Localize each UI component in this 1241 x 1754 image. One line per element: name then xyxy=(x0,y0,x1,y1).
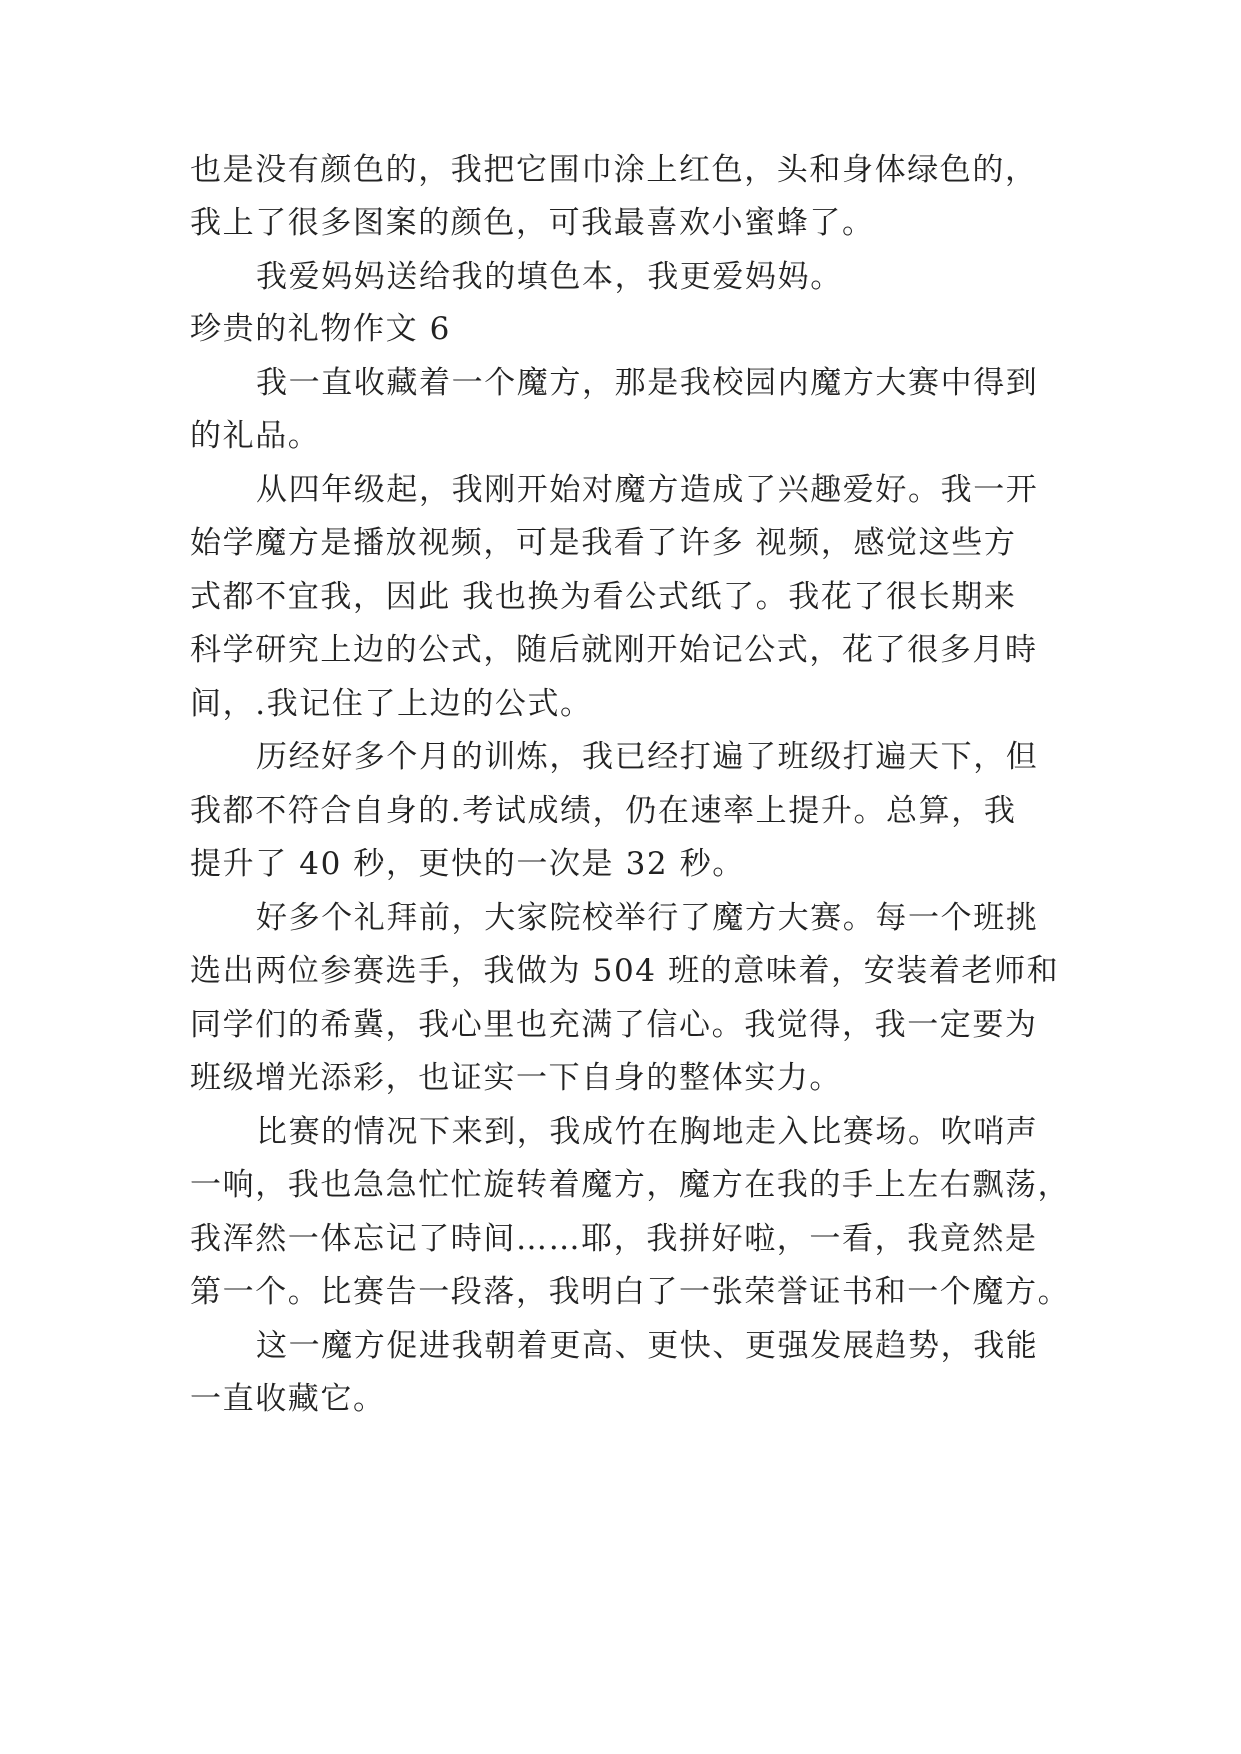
text-line: 从四年级起，我刚开始对魔方造成了兴趣爱好。我一开 xyxy=(256,472,1039,508)
text-line: 班级增光添彩，也证实一下自身的整体实力。 xyxy=(190,1060,842,1096)
section-heading: 珍贵的礼物作文 6 xyxy=(190,311,451,347)
text-line: 我都不符合自身的.考试成绩，仍在速率上提升。总算，我 xyxy=(190,793,1017,829)
text-line: 一响，我也急急忙忙旋转着魔方，魔方在我的手上左右飘荡， xyxy=(190,1167,1071,1203)
text-line: 的礼品。 xyxy=(190,418,321,454)
text-line: 间，.我记住了上边的公式。 xyxy=(190,686,593,722)
text-line: 也是没有颜色的，我把它围巾涂上红色，头和身体绿色的， xyxy=(190,152,1038,188)
text-line: 好多个礼拜前，大家院校举行了魔方大赛。每一个班挑 xyxy=(256,900,1039,936)
text-line: 我一直收藏着一个魔方，那是我校园内魔方大赛中得到 xyxy=(256,365,1039,401)
text-line: 一直收藏它。 xyxy=(190,1381,386,1417)
text-line: 提升了 40 秒，更快的一次是 32 秒。 xyxy=(190,846,745,882)
text-line: 这一魔方促进我朝着更高、更快、更强发展趋势，我能 xyxy=(256,1328,1039,1364)
text-line: 选出两位参赛选手，我做为 504 班的意味着，安装着老师和 xyxy=(190,953,1060,989)
text-line: 历经好多个月的训炼，我已经打遍了班级打遍天下，但 xyxy=(256,739,1039,775)
text-line: 同学们的希冀，我心里也充满了信心。我觉得，我一定要为 xyxy=(190,1007,1038,1043)
text-line: 第一个。比赛告一段落，我明白了一张荣誉证书和一个魔方。 xyxy=(190,1274,1071,1310)
text-line: 式都不宜我，因此 我也换为看公式纸了。我花了很长期来 xyxy=(190,579,1017,615)
text-line: 我浑然一体忘记了時间……耶，我拼好啦，一看，我竟然是 xyxy=(190,1221,1038,1257)
text-line: 我上了很多图案的颜色，可我最喜欢小蜜蜂了。 xyxy=(190,205,875,241)
text-line: 始学魔方是播放视频，可是我看了许多 视频，感觉这些方 xyxy=(190,525,1017,561)
text-line: 我爱妈妈送给我的填色本，我更爱妈妈。 xyxy=(256,259,843,295)
text-line: 科学研究上边的公式，随后就刚开始记公式，花了很多月時 xyxy=(190,632,1038,668)
text-line: 比赛的情况下来到，我成竹在胸地走入比赛场。吹哨声 xyxy=(256,1114,1039,1150)
